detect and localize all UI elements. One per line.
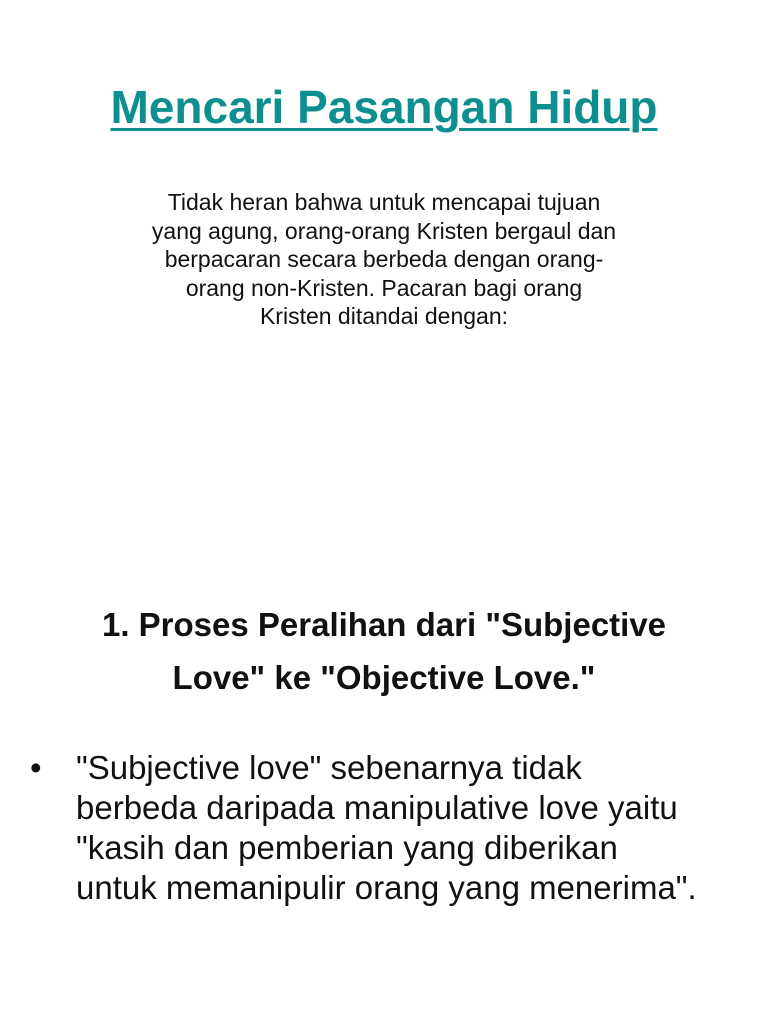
intro-line: Kristen ditandai dengan: (259, 303, 509, 329)
bullet-line: "kasih dan pemberian yang diberikan (76, 829, 618, 866)
section-heading-line: 1. Proses Peralihan dari "Subjective (101, 606, 667, 643)
bullet-line: "Subjective love" sebenarnya tidak (76, 749, 582, 786)
section-heading-line: Love" ke "Objective Love." (172, 659, 596, 696)
section-heading (40, 598, 728, 704)
intro-paragraph (100, 188, 668, 331)
bullet-line: berbeda daripada manipulative love yaitu (76, 789, 678, 826)
intro-line: orang non-Kristen. Pacaran bagi orang (185, 274, 583, 301)
bullet-item (30, 748, 740, 908)
bullet-marker: • (30, 749, 42, 786)
page-title: Mencari Pasangan Hidup (110, 81, 658, 133)
intro-line: yang agung, orang-orang Kristen bergaul dan (151, 217, 617, 244)
bullet-line: untuk memanipulir orang yang menerima". (76, 869, 697, 906)
intro-line: Tidak heran bahwa untuk mencapai tujuan (167, 189, 601, 215)
bullet-list (30, 748, 740, 908)
intro-line: berpacaran secara berbeda dengan orang- (164, 246, 604, 272)
